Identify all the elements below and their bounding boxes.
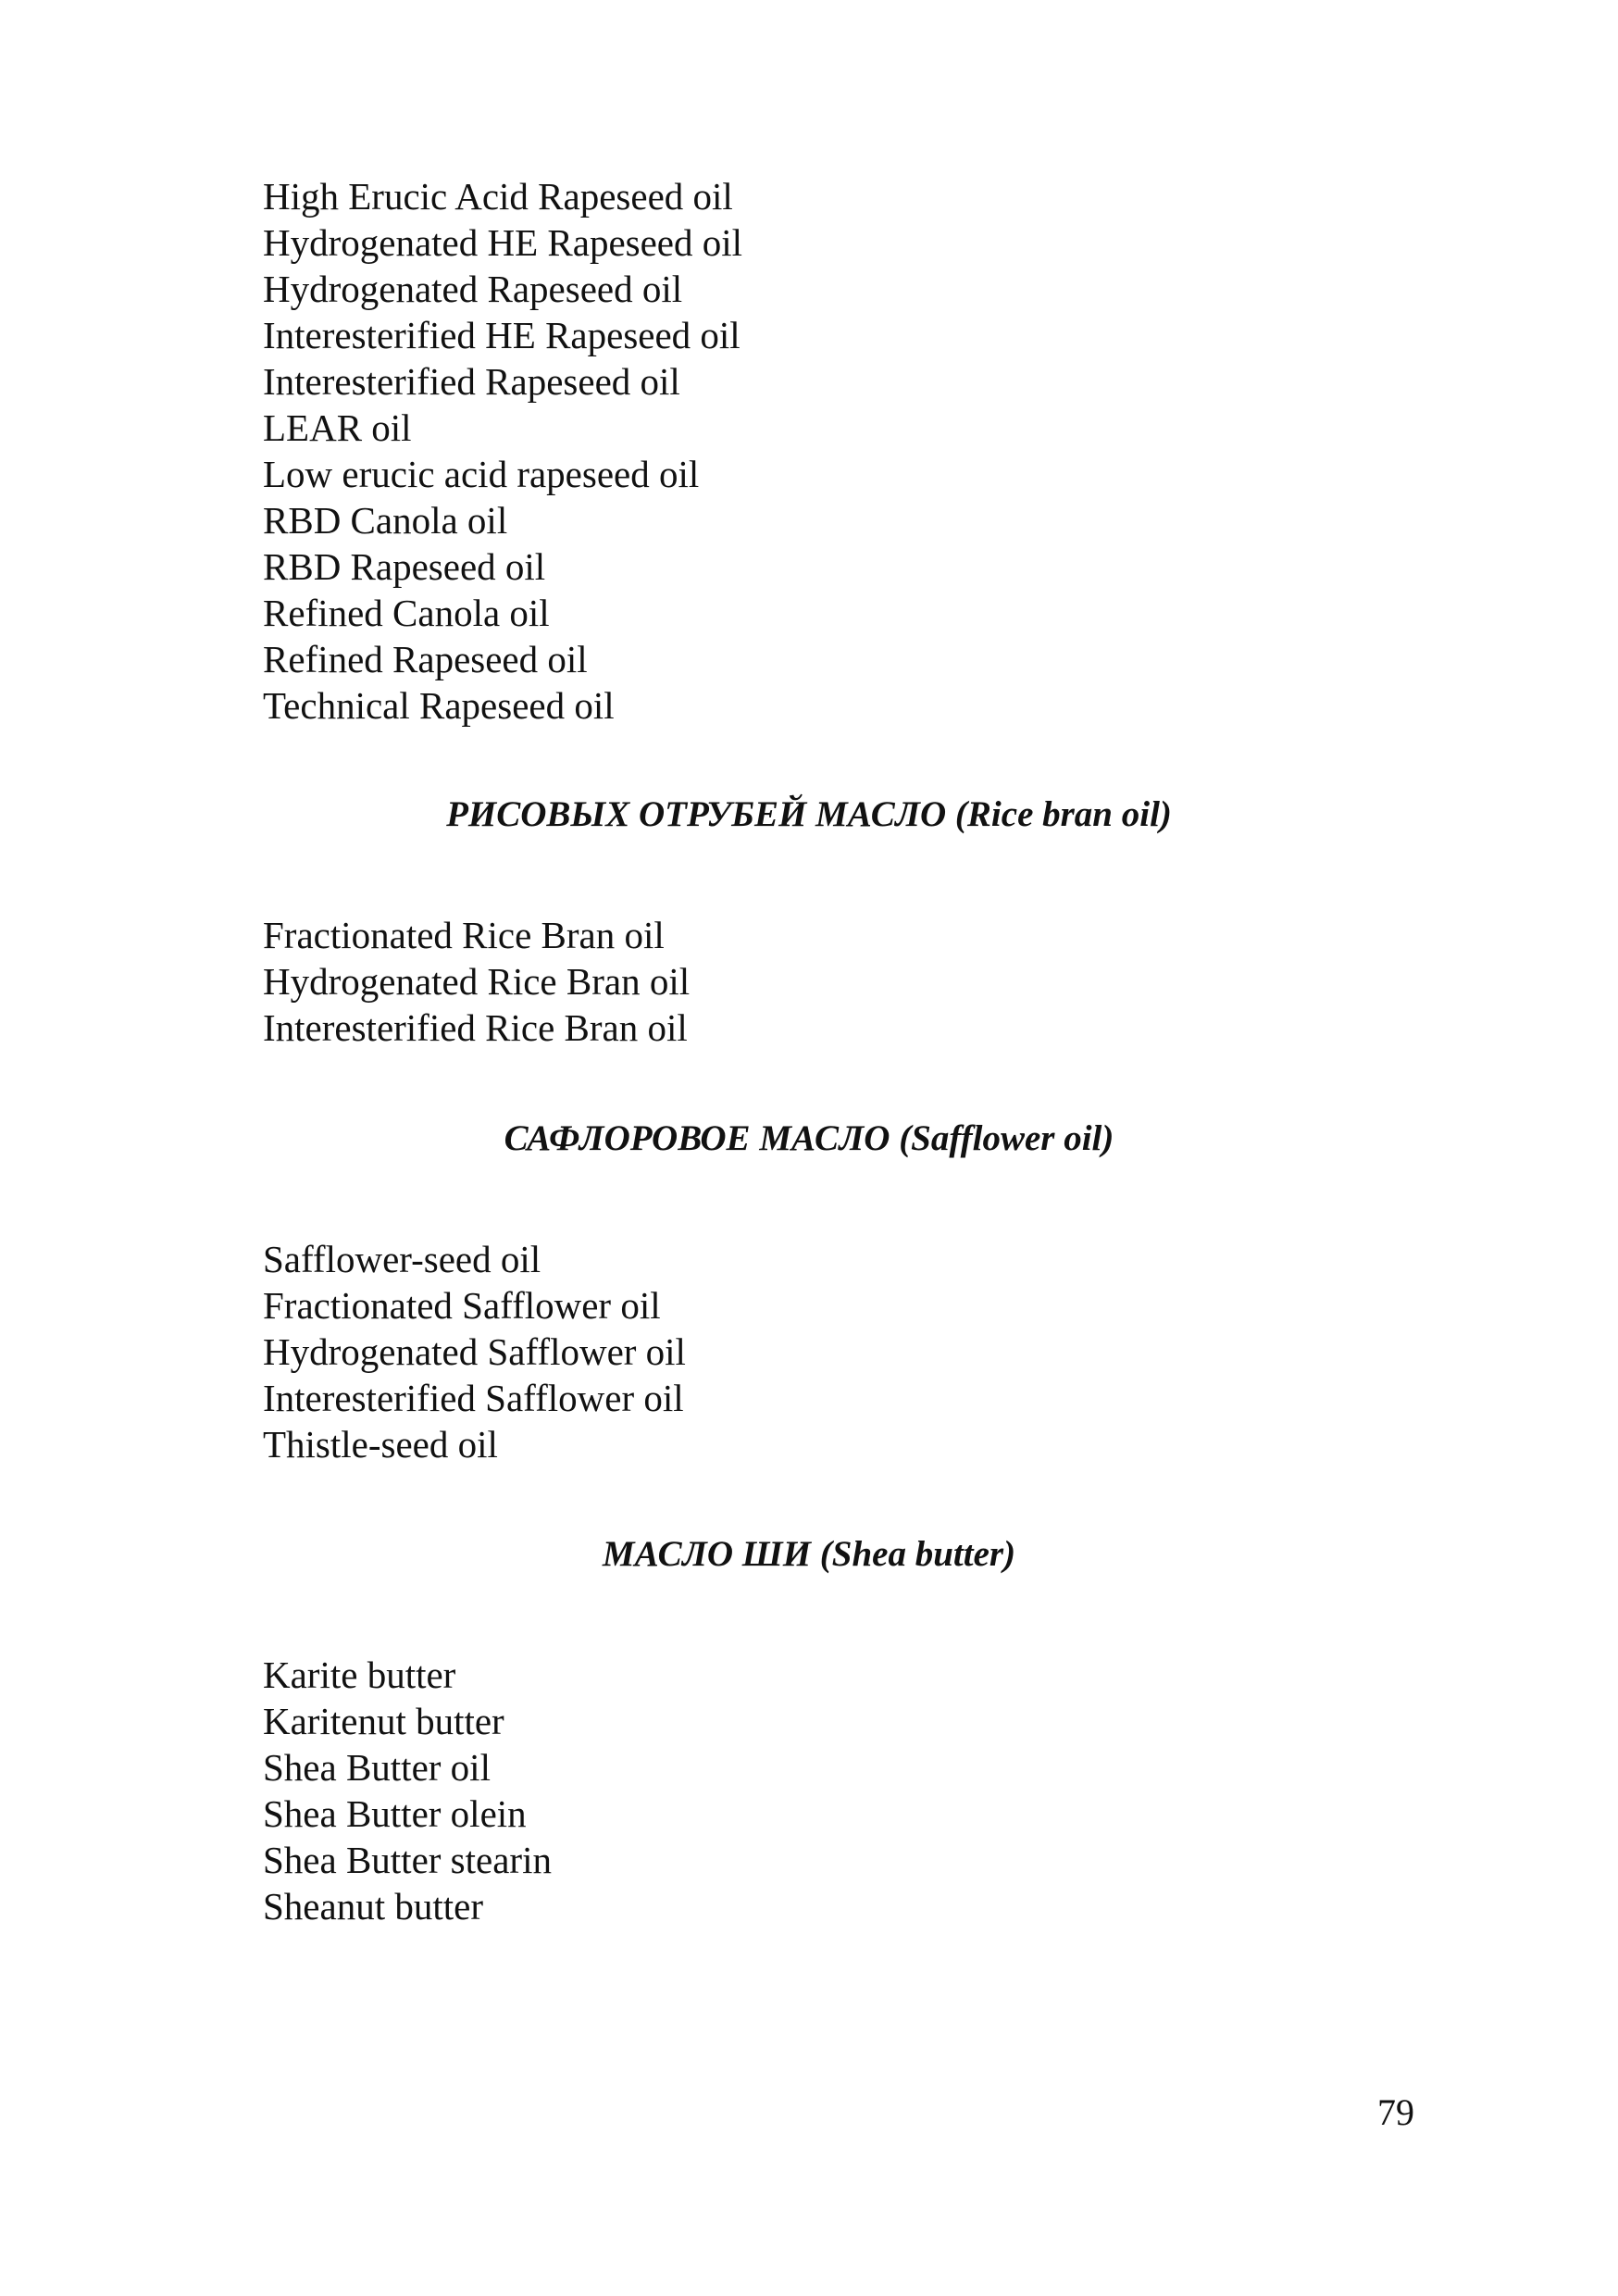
list-item: Sheanut butter: [263, 1885, 483, 1928]
list-item: Shea Butter oil: [263, 1746, 491, 1789]
list-item: Interesterified HE Rapeseed oil: [263, 314, 741, 356]
rice-bran-oil-list: [263, 912, 690, 1051]
list-item: High Erucic Acid Rapeseed oil: [263, 175, 733, 218]
list-item: Shea Butter stearin: [263, 1839, 552, 1881]
section-heading-shea-butter: МАСЛО ШИ (Shea butter): [602, 1534, 1016, 1574]
rapeseed-oil-list: [263, 173, 742, 729]
safflower-oil-list: [263, 1236, 686, 1467]
list-item: RBD Rapeseed oil: [263, 545, 546, 588]
list-item: Thistle-seed oil: [263, 1423, 498, 1466]
shea-butter-list: [263, 1652, 552, 1929]
list-item: Hydrogenated HE Rapeseed oil: [263, 221, 743, 264]
list-item: Karitenut butter: [263, 1700, 504, 1742]
list-item: Shea Butter olein: [263, 1792, 527, 1835]
section-heading-safflower-oil: САФЛОРОВОЕ МАСЛО (Safflower oil): [504, 1118, 1114, 1158]
list-item: RBD Canola oil: [263, 499, 508, 542]
list-item: Fractionated Safflower oil: [263, 1284, 661, 1327]
list-item: Technical Rapeseed oil: [263, 684, 615, 727]
list-item: Hydrogenated Rice Bran oil: [263, 960, 691, 1003]
section-heading-rice-bran-oil: РИСОВЫХ ОТРУБЕЙ МАСЛО (Rice bran oil): [446, 794, 1172, 834]
list-item: Hydrogenated Safflower oil: [263, 1330, 686, 1373]
list-item: Fractionated Rice Bran oil: [263, 914, 665, 956]
list-item: Low erucic acid rapeseed oil: [263, 453, 700, 495]
page-number: 79: [1377, 2091, 1414, 2133]
list-item: Refined Canola oil: [263, 592, 550, 634]
list-item: Interesterified Safflower oil: [263, 1377, 684, 1419]
list-item: LEAR oil: [263, 406, 412, 449]
list-item: Safflower-seed oil: [263, 1238, 541, 1280]
list-item: Interesterified Rapeseed oil: [263, 360, 680, 403]
list-item: Karite butter: [263, 1653, 456, 1696]
list-item: Hydrogenated Rapeseed oil: [263, 268, 683, 310]
list-item: Interesterified Rice Bran oil: [263, 1006, 688, 1049]
list-item: Refined Rapeseed oil: [263, 638, 588, 680]
